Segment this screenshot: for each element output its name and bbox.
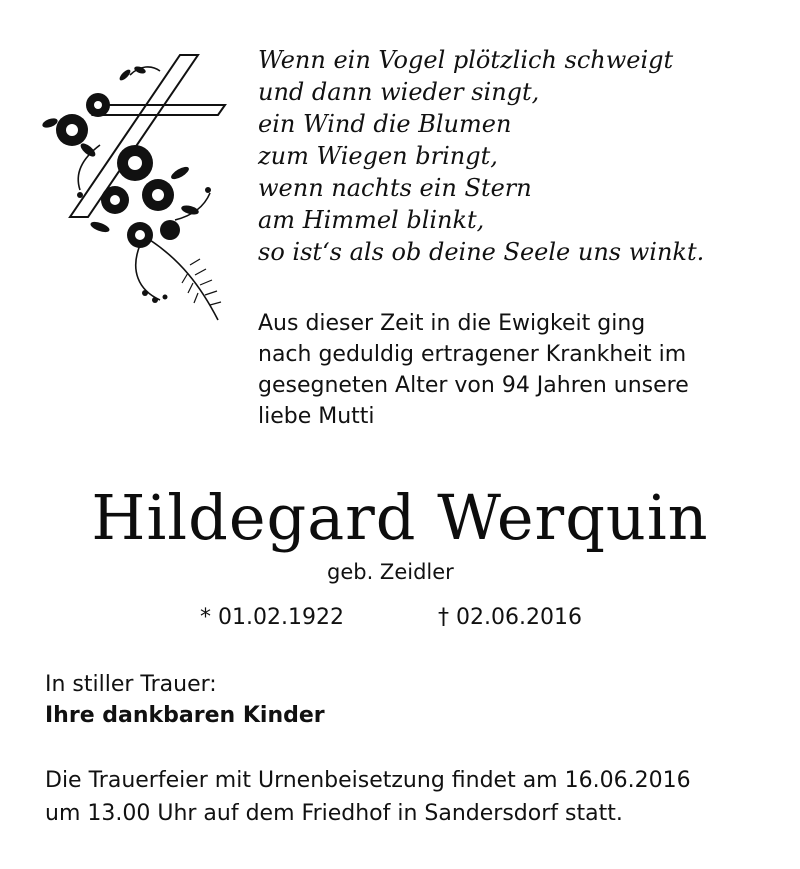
deceased-name: Hildegard Werquin — [91, 481, 709, 554]
memorial-poem — [258, 44, 778, 268]
poem-line: ein Wind die Blumen — [258, 110, 512, 138]
mourners-signature: Ihre dankbaren Kinder — [45, 703, 325, 728]
birth-date: * 01.02.1922 — [200, 605, 344, 630]
poem-line: wenn nachts ein Stern — [258, 174, 532, 202]
funeral-details — [45, 764, 785, 830]
funeral-line: um 13.00 Uhr auf dem Friedhof in Sandersdorf statt. — [45, 801, 623, 826]
cross-beam-vertical-icon — [70, 55, 198, 217]
announcement-line: nach geduldig ertragener Krankheit im — [258, 342, 687, 367]
poem-line: so ist‘s als ob deine Seele uns winkt. — [258, 238, 705, 266]
funeral-line: Die Trauerfeier mit Urnenbeisetzung findet am 16.06.2016 — [45, 768, 691, 793]
death-date: † 02.06.2016 — [438, 605, 582, 630]
announcement-line: Aus dieser Zeit in die Ewigkeit ging — [258, 311, 646, 336]
mourning-label: In stiller Trauer: — [45, 672, 217, 697]
poem-line: am Himmel blinkt, — [258, 206, 485, 234]
poem-line: Wenn ein Vogel plötzlich schweigt — [258, 46, 674, 74]
announcement-line: gesegneten Alter von 94 Jahren unsere — [258, 373, 689, 398]
death-announcement-text — [258, 308, 778, 432]
maiden-name: geb. Zeidler — [327, 560, 454, 584]
poem-line: und dann wieder singt, — [258, 78, 540, 106]
cross-with-roses-icon — [40, 45, 240, 330]
poem-line: zum Wiegen bringt, — [258, 142, 498, 170]
announcement-line: liebe Mutti — [258, 404, 375, 429]
